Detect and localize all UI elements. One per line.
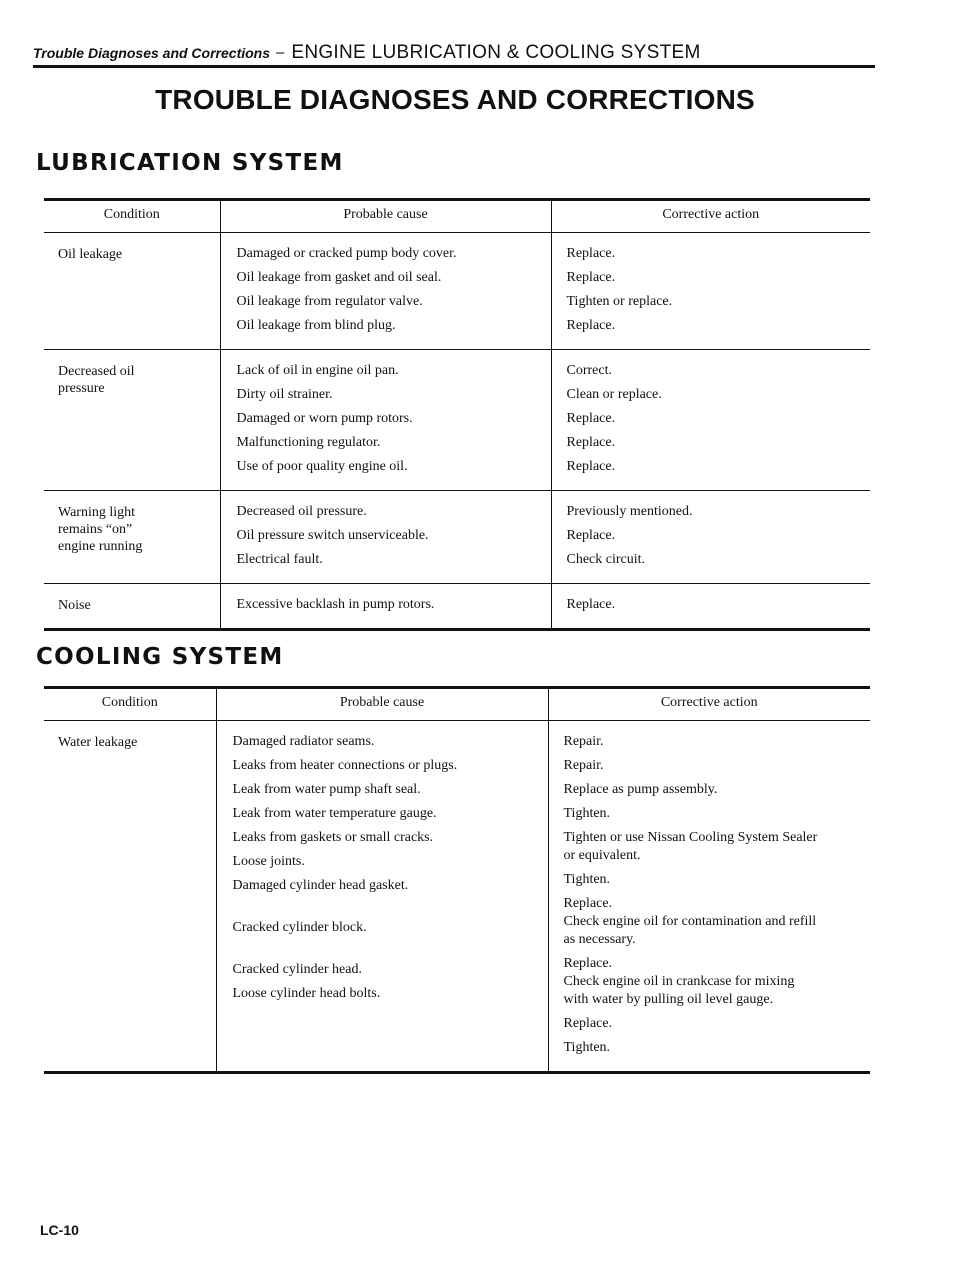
table-row	[44, 584, 870, 630]
cause-line: Leak from water pump shaft seal.	[232, 782, 421, 797]
action-line: Tighten.	[563, 806, 611, 821]
header-chapter: ENGINE LUBRICATION & COOLING SYSTEM	[291, 42, 701, 63]
cause-line: Cracked cylinder head.	[232, 962, 362, 977]
action-cell	[551, 584, 870, 630]
cause-cell	[220, 491, 551, 584]
condition-cell: Warning light remains “on” engine running	[44, 491, 220, 584]
action-line: Correct.	[566, 363, 612, 378]
cause-line: Oil leakage from regulator valve.	[236, 294, 423, 309]
column-header-cause: Probable cause	[216, 688, 548, 721]
table-row	[44, 233, 870, 350]
column-header-action: Corrective action	[551, 200, 870, 233]
cause-line: Electrical fault.	[236, 552, 323, 567]
cause-line: Leaks from heater connections or plugs.	[232, 758, 458, 773]
action-line: Tighten or replace.	[566, 294, 673, 309]
cause-line: Damaged or cracked pump body cover.	[236, 246, 457, 261]
cause-line: Oil pressure switch unserviceable.	[236, 528, 429, 543]
cause-line: Use of poor quality engine oil.	[236, 459, 408, 474]
condition-cell: Decreased oil pressure	[44, 350, 220, 491]
column-header-condition: Condition	[44, 688, 216, 721]
action-line: Check circuit.	[566, 552, 646, 567]
action-line: Replace. Check engine oil in crankcase for mixing with water by pulling oil level gauge.	[563, 956, 795, 1007]
action-cell	[551, 491, 870, 584]
action-line: Replace.	[566, 435, 616, 450]
cause-line: Leak from water temperature gauge.	[232, 806, 437, 821]
action-line: Replace.	[566, 528, 616, 543]
cause-line: Damaged radiator seams.	[232, 734, 375, 749]
action-line: Previously mentioned.	[566, 504, 693, 519]
column-header-cause: Probable cause	[220, 200, 551, 233]
condition-cell: Noise	[44, 584, 220, 630]
action-line: Tighten.	[563, 1040, 611, 1055]
cause-line: Leaks from gaskets or small cracks.	[232, 830, 434, 845]
condition-cell: Water leakage	[44, 721, 216, 1073]
table-header-row	[44, 200, 870, 233]
cooling-title: COOLING SYSTEM	[36, 644, 284, 670]
table-row	[44, 721, 870, 1073]
table-row	[44, 491, 870, 584]
header-dash: –	[276, 44, 285, 61]
cause-cell	[216, 721, 548, 1073]
cause-line: Decreased oil pressure.	[236, 504, 367, 519]
cause-cell	[220, 233, 551, 350]
page-header	[33, 42, 875, 68]
cause-line: Oil leakage from gasket and oil seal.	[236, 270, 442, 285]
page-title: TROUBLE DIAGNOSES AND CORRECTIONS	[155, 84, 755, 115]
column-header-action: Corrective action	[548, 688, 870, 721]
page-number: LC-10	[40, 1222, 79, 1238]
action-line: Replace.	[566, 318, 616, 333]
lubrication-title: LUBRICATION SYSTEM	[36, 150, 344, 176]
cause-line: Dirty oil strainer.	[236, 387, 333, 402]
cause-line: Loose cylinder head bolts.	[232, 986, 381, 1001]
action-line: Tighten or use Nissan Cooling System Sealer or equivalent.	[563, 830, 818, 863]
action-line: Replace.	[566, 270, 616, 285]
action-line: Replace.	[566, 411, 616, 426]
condition-cell: Oil leakage	[44, 233, 220, 350]
cause-line: Cracked cylinder block.	[232, 920, 367, 935]
action-cell	[551, 350, 870, 491]
cause-cell	[220, 350, 551, 491]
cause-line: Damaged or worn pump rotors.	[236, 411, 413, 426]
action-line: Clean or replace.	[566, 387, 662, 402]
action-line: Repair.	[563, 734, 604, 749]
table-header-row	[44, 688, 870, 721]
cause-line: Damaged cylinder head gasket.	[232, 878, 409, 893]
action-line: Replace.	[563, 1016, 613, 1031]
action-line: Replace as pump assembly.	[563, 782, 718, 797]
cause-line: Loose joints.	[232, 854, 305, 869]
cause-line: Malfunctioning regulator.	[236, 435, 381, 450]
lubrication-table	[44, 198, 870, 631]
header-section: Trouble Diagnoses and Corrections	[33, 45, 271, 61]
action-line: Replace. Check engine oil for contamination and refill as necessary.	[563, 896, 817, 947]
cause-line: Oil leakage from blind plug.	[236, 318, 396, 333]
action-line: Replace.	[566, 459, 616, 474]
action-line: Replace.	[566, 597, 616, 612]
action-line: Tighten.	[563, 872, 611, 887]
cooling-table	[44, 686, 870, 1074]
action-cell	[551, 233, 870, 350]
cause-line: Lack of oil in engine oil pan.	[236, 363, 399, 378]
action-line: Repair.	[563, 758, 604, 773]
table-row	[44, 350, 870, 491]
cause-line: Excessive backlash in pump rotors.	[236, 597, 435, 612]
action-cell	[548, 721, 870, 1073]
action-line: Replace.	[566, 246, 616, 261]
column-header-condition: Condition	[44, 200, 220, 233]
cause-cell	[220, 584, 551, 630]
